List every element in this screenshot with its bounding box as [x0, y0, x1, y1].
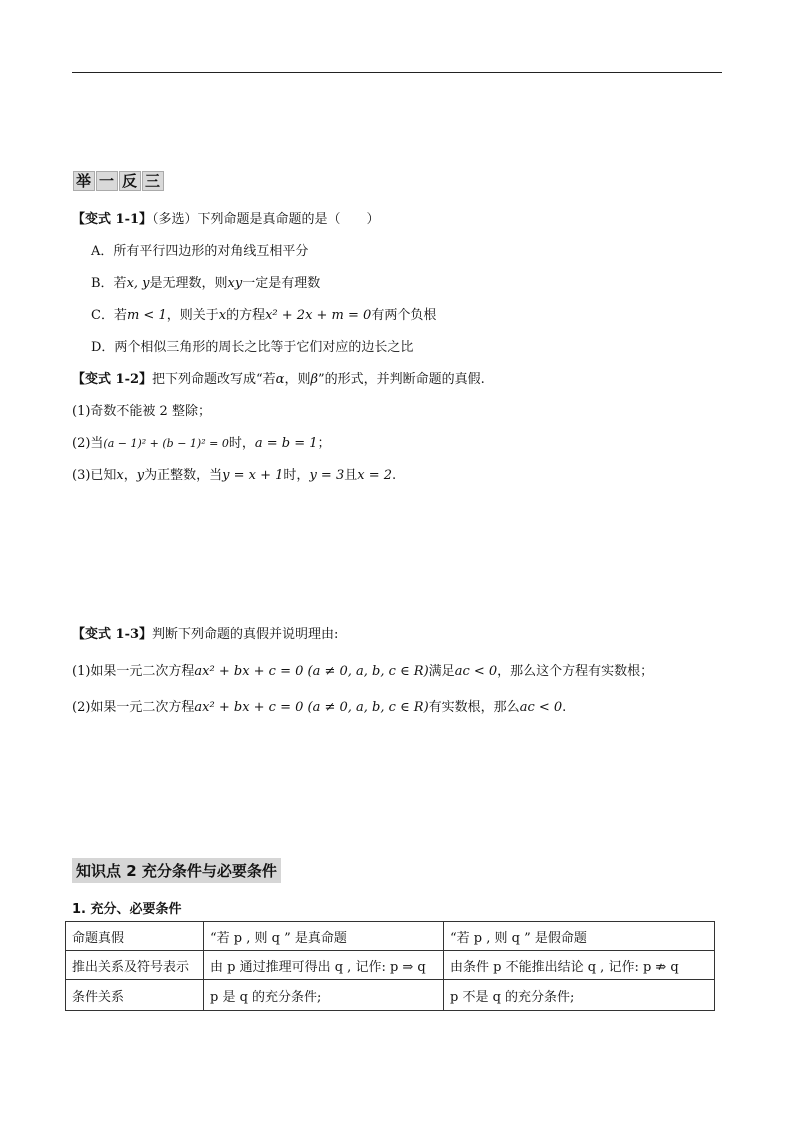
math-expression: x, y	[126, 276, 150, 291]
table-cell: 条件关系	[66, 980, 204, 1011]
section-title-badge	[72, 170, 166, 191]
table-cell: 由条件 p 不能推出结论 q , 记作: p ⇏ q	[444, 951, 715, 980]
question-text: 把下列命题改写成“若	[152, 372, 276, 387]
option-text: C．若	[91, 308, 127, 323]
question-tag: 【变式 1-3】	[72, 627, 153, 642]
option-text: B．若	[91, 276, 127, 291]
math-expression: x	[116, 468, 124, 483]
question-text: （多选）下列命题是真命题的是（ ）	[152, 212, 380, 227]
question-text: 有实数根，那么	[428, 700, 520, 715]
question-text: 判断下列命题的真假并说明理由:	[152, 627, 339, 642]
section-title-char: 反	[119, 171, 141, 191]
math-expression: y	[136, 468, 145, 483]
question-text: ，	[123, 468, 137, 483]
option-text: 是无理数，则	[149, 276, 228, 291]
conditions-table	[65, 921, 715, 1011]
table-row	[66, 980, 715, 1011]
math-expression: ac < 0	[519, 700, 563, 715]
option-text: 一定是有理数	[242, 276, 321, 291]
question-1-2-stem	[72, 368, 485, 387]
option-text: ，则关于	[166, 308, 219, 323]
question-text: (3)已知	[72, 468, 117, 483]
question-text: 为正整数，当	[144, 468, 223, 483]
question-text: (1)如果一元二次方程	[72, 664, 195, 679]
math-expression: xy	[227, 276, 243, 291]
option-a: A．所有平行四边形的对角线互相平分	[91, 244, 309, 259]
section-title-char: 举	[73, 171, 95, 191]
math-expression: (a − 1)² + (b − 1)² = 0	[103, 437, 229, 450]
question-1-3-part-1	[72, 660, 653, 679]
question-1-3-stem	[72, 623, 338, 642]
math-expression: x² + 2x + m = 0	[265, 308, 372, 323]
question-text: ”的形式，并判断命题的真假.	[317, 372, 485, 387]
question-1-2-part-3	[72, 464, 396, 483]
question-text: .	[562, 700, 567, 715]
math-expression: α	[275, 372, 285, 387]
question-1-2-part-1: (1)奇数不能被 2 整除；	[72, 404, 211, 419]
option-text: 的方程	[226, 308, 266, 323]
question-text: (2)如果一元二次方程	[72, 700, 195, 715]
math-expression: y = 3	[309, 468, 345, 483]
option-d: D．两个相似三角形的周长之比等于它们对应的边长之比	[91, 340, 414, 355]
table-cell: 由 p 通过推理可得出 q , 记作: p ⇒ q	[204, 951, 444, 980]
subheading: 1. 充分、必要条件	[72, 902, 182, 917]
math-expression: x	[218, 308, 227, 323]
table-row	[66, 922, 715, 951]
question-text: 时，	[228, 436, 255, 451]
math-expression: ac < 0	[454, 664, 498, 679]
table-cell: 推出关系及符号表示	[66, 951, 204, 980]
option-text: 有两个负根	[371, 308, 437, 323]
question-text: ，那么这个方程有实数根；	[497, 664, 654, 679]
question-text: ；	[317, 436, 331, 451]
question-tag: 【变式 1-1】	[72, 212, 153, 227]
math-expression: β	[310, 372, 318, 387]
question-1-2-part-2	[72, 432, 331, 451]
question-text: .	[392, 468, 397, 483]
question-text: ，则	[284, 372, 311, 387]
option-b	[91, 272, 320, 291]
option-c	[91, 304, 436, 323]
math-expression: a = b = 1	[254, 436, 318, 451]
knowledge-point-title: 知识点 2 充分条件与必要条件	[72, 858, 281, 883]
question-1-3-part-2	[72, 696, 566, 715]
table-cell: p 不是 q 的充分条件;	[444, 980, 715, 1011]
table-cell: “若 p , 则 q ” 是真命题	[204, 922, 444, 951]
section-title-char: 一	[96, 171, 118, 191]
question-1-1-stem	[72, 208, 380, 227]
header-rule	[72, 72, 722, 73]
table-cell: 命题真假	[66, 922, 204, 951]
math-expression: y = x + 1	[222, 468, 284, 483]
table-row	[66, 951, 715, 980]
math-expression: ax² + bx + c = 0 (a ≠ 0, a, b, c ∈ R)	[194, 700, 429, 715]
table-cell: “若 p , 则 q ” 是假命题	[444, 922, 715, 951]
question-text: 时，	[283, 468, 310, 483]
question-text: 满足	[428, 664, 455, 679]
math-expression: m < 1	[126, 308, 167, 323]
math-expression: ax² + bx + c = 0 (a ≠ 0, a, b, c ∈ R)	[194, 664, 429, 679]
question-text: 且	[344, 468, 358, 483]
question-text: (2)当	[72, 436, 104, 451]
math-expression: x = 2	[357, 468, 392, 483]
question-tag: 【变式 1-2】	[72, 372, 153, 387]
section-title-char: 三	[142, 171, 164, 191]
table-cell: p 是 q 的充分条件;	[204, 980, 444, 1011]
